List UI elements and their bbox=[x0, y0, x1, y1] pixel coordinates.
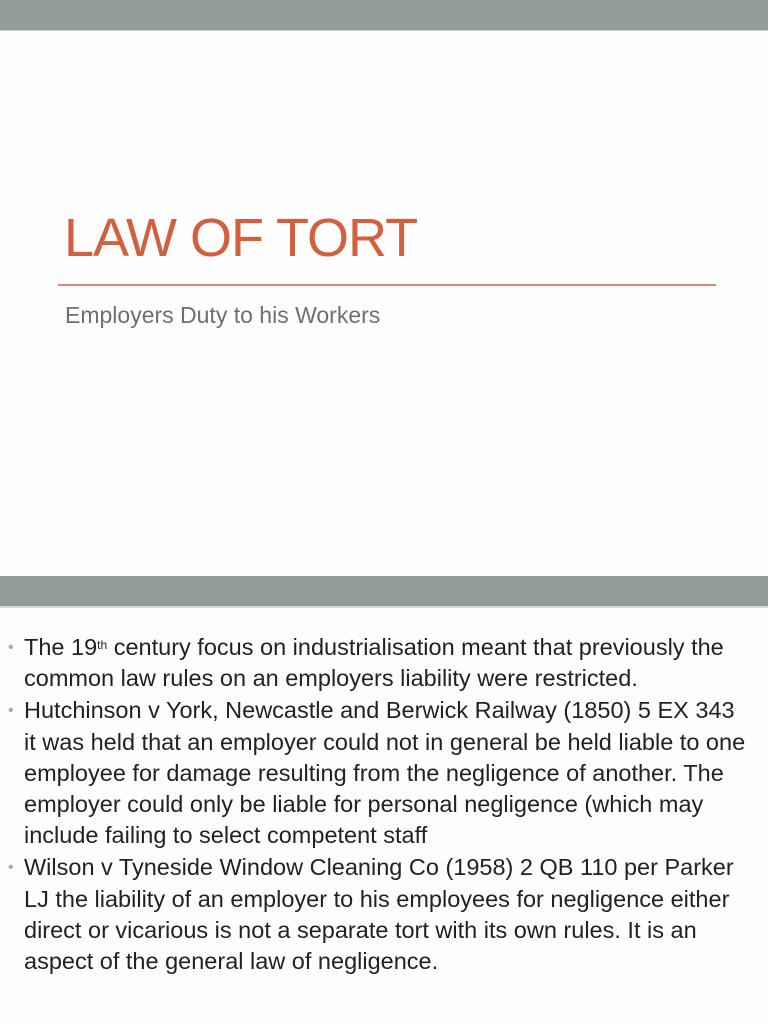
bullet-item bbox=[8, 632, 768, 694]
bullet-icon: • bbox=[8, 639, 14, 656]
bullet-icon: • bbox=[8, 702, 14, 720]
slide-divider-bar bbox=[0, 576, 768, 608]
bullet-list bbox=[0, 632, 768, 977]
slide-header-bar bbox=[0, 0, 768, 31]
bullet-text-post: century focus on industrialisation meant that previously the common law rules on an employers liability were restricted. bbox=[24, 634, 724, 692]
bullet-text: Wilson v Tyneside Window Cleaning Co (1958) 2 QB 110 per Parker LJ the liability of an employer to his employees for negligence either direct or vicarious is not a separate tort with its own rules. It is an aspect of the general law of negligence. bbox=[24, 854, 734, 975]
bullet-item bbox=[8, 852, 768, 977]
bullet-text-pre: The 19 bbox=[24, 634, 98, 660]
bullet-text: Hutchinson v York, Newcastle and Berwick Railway (1850) 5 EX 343 it was held that an employer could not in general be held liable to one employee for damage resulting from the negligence of another. The employer could only be liable for personal negligence (which may include failing to select competent staff bbox=[24, 697, 746, 849]
slide-subtitle: Employers Duty to his Workers bbox=[65, 302, 381, 328]
content-slide bbox=[0, 608, 768, 1024]
ordinal-suffix: th bbox=[97, 638, 108, 652]
slide-title: LAW OF TORT bbox=[64, 208, 418, 268]
bullet-item bbox=[8, 695, 768, 851]
bullet-icon: • bbox=[8, 859, 14, 877]
title-underline bbox=[58, 284, 716, 286]
